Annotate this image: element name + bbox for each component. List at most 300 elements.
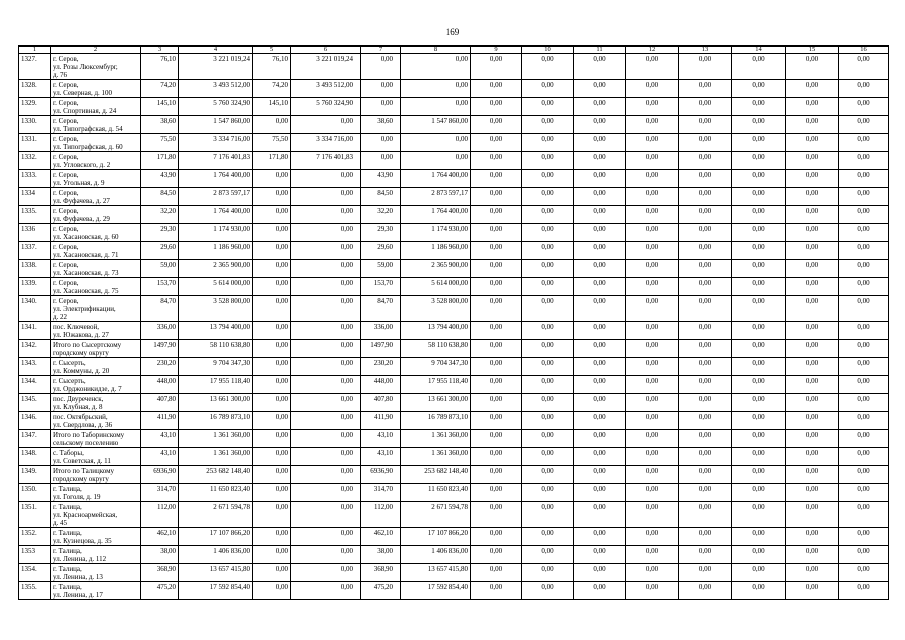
value-cell-col12: 0,00 [626, 564, 679, 582]
row-number-cell: 1333. [19, 170, 51, 188]
address-cell [51, 502, 141, 528]
address-line: г. Серов, [53, 188, 79, 197]
value-cell-col12: 0,00 [626, 152, 679, 170]
value-cell-col14: 0,00 [732, 448, 786, 466]
value-cell-col6: 3 334 716,00 [291, 134, 361, 152]
value-cell-col11: 0,00 [574, 152, 626, 170]
column-number-header: 7 [361, 46, 401, 54]
value-cell-col3: 84,70 [141, 296, 179, 322]
value-cell-col6: 0,00 [291, 340, 361, 358]
value-cell-col6: 5 760 324,90 [291, 98, 361, 116]
value-cell-col10: 0,00 [522, 80, 574, 98]
address-line: Итого по Талицкому [53, 466, 115, 475]
address-line: ул. Фуфачева, д. 27 [53, 196, 110, 205]
value-cell-col15: 0,00 [786, 546, 839, 564]
address-line: ул. Фуфачева, д. 29 [53, 214, 110, 223]
value-cell-col7: 0,00 [361, 152, 401, 170]
row-number-cell: 1355. [19, 582, 51, 600]
value-cell-col9: 0,00 [471, 484, 522, 502]
value-cell-col7: 43,10 [361, 430, 401, 448]
value-cell-col8: 58 110 638,80 [401, 340, 471, 358]
value-cell-col11: 0,00 [574, 546, 626, 564]
value-cell-col11: 0,00 [574, 116, 626, 134]
value-cell-col13: 0,00 [679, 466, 732, 484]
address-line: ул. Электрификации, [53, 304, 116, 313]
value-cell-col14: 0,00 [732, 376, 786, 394]
address-line: ул. Орджоникидзе, д. 7 [53, 384, 122, 393]
table-row [19, 582, 889, 600]
address-line: г. Серов, [53, 98, 79, 107]
table-row [19, 564, 889, 582]
value-cell-col16: 0,00 [839, 394, 889, 412]
value-cell-col10: 0,00 [522, 564, 574, 582]
value-cell-col11: 0,00 [574, 502, 626, 528]
data-table [18, 45, 889, 600]
address-line: г. Серов, [53, 80, 79, 89]
value-cell-col14: 0,00 [732, 80, 786, 98]
value-cell-col4: 3 221 019,24 [179, 54, 253, 80]
table-row [19, 278, 889, 296]
value-cell-col14: 0,00 [732, 260, 786, 278]
table-row [19, 206, 889, 224]
value-cell-col10: 0,00 [522, 394, 574, 412]
value-cell-col10: 0,00 [522, 430, 574, 448]
value-cell-col10: 0,00 [522, 322, 574, 340]
value-cell-col9: 0,00 [471, 564, 522, 582]
value-cell-col4: 17 107 866,20 [179, 528, 253, 546]
value-cell-col13: 0,00 [679, 412, 732, 430]
value-cell-col4: 9 704 347,30 [179, 358, 253, 376]
value-cell-col6: 0,00 [291, 278, 361, 296]
value-cell-col8: 13 794 400,00 [401, 322, 471, 340]
table-row [19, 448, 889, 466]
row-number-cell: 1354. [19, 564, 51, 582]
table-row [19, 152, 889, 170]
value-cell-col8: 0,00 [401, 54, 471, 80]
value-cell-col9: 0,00 [471, 80, 522, 98]
value-cell-col3: 32,20 [141, 206, 179, 224]
value-cell-col6: 7 176 401,83 [291, 152, 361, 170]
column-number-header: 8 [401, 46, 471, 54]
value-cell-col10: 0,00 [522, 54, 574, 80]
address-cell [51, 296, 141, 322]
value-cell-col7: 43,10 [361, 448, 401, 466]
value-cell-col3: 230,20 [141, 358, 179, 376]
value-cell-col6: 0,00 [291, 502, 361, 528]
value-cell-col8: 0,00 [401, 134, 471, 152]
value-cell-col15: 0,00 [786, 358, 839, 376]
value-cell-col14: 0,00 [732, 546, 786, 564]
value-cell-col7: 411,90 [361, 412, 401, 430]
value-cell-col10: 0,00 [522, 466, 574, 484]
value-cell-col14: 0,00 [732, 582, 786, 600]
value-cell-col7: 0,00 [361, 54, 401, 80]
value-cell-col10: 0,00 [522, 278, 574, 296]
address-line: ул. Свердлова, д. 36 [53, 420, 113, 429]
row-number-cell: 1353 [19, 546, 51, 564]
value-cell-col10: 0,00 [522, 152, 574, 170]
address-line: ул. Гоголя, д. 19 [53, 492, 101, 501]
value-cell-col7: 38,00 [361, 546, 401, 564]
row-number-cell: 1342. [19, 340, 51, 358]
value-cell-col8: 2 365 900,00 [401, 260, 471, 278]
address-cell [51, 152, 141, 170]
table-row [19, 188, 889, 206]
address-cell [51, 188, 141, 206]
value-cell-col6: 0,00 [291, 546, 361, 564]
value-cell-col4: 7 176 401,83 [179, 152, 253, 170]
value-cell-col8: 3 528 800,00 [401, 296, 471, 322]
value-cell-col8: 0,00 [401, 98, 471, 116]
table-row [19, 376, 889, 394]
value-cell-col12: 0,00 [626, 170, 679, 188]
table-row [19, 116, 889, 134]
column-number-header: 5 [253, 46, 291, 54]
value-cell-col5: 0,00 [253, 394, 291, 412]
value-cell-col15: 0,00 [786, 412, 839, 430]
value-cell-col10: 0,00 [522, 412, 574, 430]
value-cell-col8: 5 614 000,00 [401, 278, 471, 296]
table-row [19, 170, 889, 188]
value-cell-col8: 17 592 854,40 [401, 582, 471, 600]
value-cell-col9: 0,00 [471, 116, 522, 134]
value-cell-col15: 0,00 [786, 376, 839, 394]
column-number-header: 10 [522, 46, 574, 54]
row-number-cell: 1347. [19, 430, 51, 448]
value-cell-col3: 75,50 [141, 134, 179, 152]
value-cell-col13: 0,00 [679, 358, 732, 376]
value-cell-col14: 0,00 [732, 188, 786, 206]
value-cell-col13: 0,00 [679, 502, 732, 528]
value-cell-col5: 0,00 [253, 188, 291, 206]
value-cell-col8: 17 107 866,20 [401, 528, 471, 546]
value-cell-col11: 0,00 [574, 188, 626, 206]
value-cell-col16: 0,00 [839, 188, 889, 206]
value-cell-col12: 0,00 [626, 224, 679, 242]
value-cell-col13: 0,00 [679, 582, 732, 600]
value-cell-col14: 0,00 [732, 412, 786, 430]
value-cell-col11: 0,00 [574, 98, 626, 116]
value-cell-col5: 0,00 [253, 224, 291, 242]
value-cell-col16: 0,00 [839, 278, 889, 296]
value-cell-col3: 411,90 [141, 412, 179, 430]
address-line: д. 76 [53, 70, 68, 79]
value-cell-col9: 0,00 [471, 152, 522, 170]
value-cell-col7: 462,10 [361, 528, 401, 546]
value-cell-col12: 0,00 [626, 358, 679, 376]
address-cell [51, 528, 141, 546]
value-cell-col8: 0,00 [401, 80, 471, 98]
value-cell-col6: 0,00 [291, 322, 361, 340]
value-cell-col9: 0,00 [471, 54, 522, 80]
value-cell-col11: 0,00 [574, 394, 626, 412]
value-cell-col3: 336,00 [141, 322, 179, 340]
address-cell [51, 134, 141, 152]
value-cell-col11: 0,00 [574, 278, 626, 296]
value-cell-col5: 0,00 [253, 546, 291, 564]
address-line: пос. Октябрьский, [53, 412, 108, 421]
value-cell-col9: 0,00 [471, 260, 522, 278]
value-cell-col10: 0,00 [522, 206, 574, 224]
value-cell-col12: 0,00 [626, 54, 679, 80]
address-line: г. Серов, [53, 170, 79, 179]
value-cell-col5: 0,00 [253, 528, 291, 546]
value-cell-col12: 0,00 [626, 376, 679, 394]
value-cell-col12: 0,00 [626, 322, 679, 340]
column-number-header: 16 [839, 46, 889, 54]
value-cell-col6: 0,00 [291, 242, 361, 260]
value-cell-col14: 0,00 [732, 358, 786, 376]
column-number-header: 12 [626, 46, 679, 54]
address-cell [51, 98, 141, 116]
value-cell-col3: 448,00 [141, 376, 179, 394]
address-line: пос. Ключевой, [53, 322, 100, 331]
value-cell-col5: 0,00 [253, 466, 291, 484]
address-line: д. 45 [53, 519, 68, 528]
value-cell-col14: 0,00 [732, 242, 786, 260]
value-cell-col15: 0,00 [786, 54, 839, 80]
address-cell [51, 376, 141, 394]
value-cell-col9: 0,00 [471, 448, 522, 466]
value-cell-col14: 0,00 [732, 116, 786, 134]
value-cell-col13: 0,00 [679, 296, 732, 322]
value-cell-col8: 9 704 347,30 [401, 358, 471, 376]
value-cell-col15: 0,00 [786, 278, 839, 296]
value-cell-col5: 145,10 [253, 98, 291, 116]
value-cell-col6: 0,00 [291, 412, 361, 430]
value-cell-col15: 0,00 [786, 224, 839, 242]
value-cell-col16: 0,00 [839, 340, 889, 358]
value-cell-col9: 0,00 [471, 582, 522, 600]
value-cell-col16: 0,00 [839, 358, 889, 376]
address-line: ул. Кузнецова, д. 35 [53, 537, 112, 546]
value-cell-col10: 0,00 [522, 340, 574, 358]
value-cell-col11: 0,00 [574, 260, 626, 278]
row-number-cell: 1335. [19, 206, 51, 224]
value-cell-col10: 0,00 [522, 296, 574, 322]
value-cell-col9: 0,00 [471, 430, 522, 448]
value-cell-col16: 0,00 [839, 80, 889, 98]
address-line: городскому округу [53, 348, 109, 357]
address-line: г. Талица, [53, 546, 82, 555]
address-line: ул. Клубная, д. 8 [53, 402, 103, 411]
value-cell-col15: 0,00 [786, 564, 839, 582]
value-cell-col15: 0,00 [786, 116, 839, 134]
value-cell-col12: 0,00 [626, 448, 679, 466]
value-cell-col4: 2 365 900,00 [179, 260, 253, 278]
value-cell-col4: 1 174 930,00 [179, 224, 253, 242]
address-cell [51, 430, 141, 448]
table-row [19, 224, 889, 242]
value-cell-col9: 0,00 [471, 242, 522, 260]
column-number-header: 6 [291, 46, 361, 54]
value-cell-col16: 0,00 [839, 116, 889, 134]
value-cell-col16: 0,00 [839, 322, 889, 340]
value-cell-col15: 0,00 [786, 448, 839, 466]
address-line: г. Талица, [53, 528, 82, 537]
value-cell-col13: 0,00 [679, 170, 732, 188]
row-number-cell: 1344. [19, 376, 51, 394]
value-cell-col4: 11 650 823,40 [179, 484, 253, 502]
value-cell-col16: 0,00 [839, 430, 889, 448]
column-number-header: 14 [732, 46, 786, 54]
row-number-cell: 1331. [19, 134, 51, 152]
value-cell-col15: 0,00 [786, 206, 839, 224]
value-cell-col14: 0,00 [732, 564, 786, 582]
value-cell-col9: 0,00 [471, 502, 522, 528]
value-cell-col13: 0,00 [679, 484, 732, 502]
value-cell-col3: 1497,90 [141, 340, 179, 358]
value-cell-col6: 0,00 [291, 564, 361, 582]
address-line: ул. Ленина, д. 17 [53, 591, 103, 600]
value-cell-col11: 0,00 [574, 412, 626, 430]
value-cell-col6: 0,00 [291, 448, 361, 466]
address-cell [51, 206, 141, 224]
value-cell-col5: 0,00 [253, 116, 291, 134]
column-number-header: 9 [471, 46, 522, 54]
value-cell-col10: 0,00 [522, 502, 574, 528]
value-cell-col3: 84,50 [141, 188, 179, 206]
value-cell-col4: 253 682 148,40 [179, 466, 253, 484]
value-cell-col14: 0,00 [732, 98, 786, 116]
address-cell [51, 466, 141, 484]
value-cell-col10: 0,00 [522, 116, 574, 134]
value-cell-col7: 153,70 [361, 278, 401, 296]
row-number-cell: 1336 [19, 224, 51, 242]
column-number-header: 2 [51, 46, 141, 54]
value-cell-col11: 0,00 [574, 484, 626, 502]
value-cell-col4: 2 671 594,78 [179, 502, 253, 528]
value-cell-col13: 0,00 [679, 448, 732, 466]
value-cell-col7: 38,60 [361, 116, 401, 134]
address-line: г. Сысерть, [53, 358, 86, 367]
value-cell-col13: 0,00 [679, 564, 732, 582]
value-cell-col9: 0,00 [471, 376, 522, 394]
address-cell [51, 564, 141, 582]
table-row [19, 242, 889, 260]
address-cell [51, 582, 141, 600]
value-cell-col14: 0,00 [732, 340, 786, 358]
address-line: ул. Ленина, д. 112 [53, 555, 107, 564]
column-number-header: 13 [679, 46, 732, 54]
table-row [19, 358, 889, 376]
value-cell-col12: 0,00 [626, 296, 679, 322]
value-cell-col8: 1 361 360,00 [401, 448, 471, 466]
row-number-cell: 1349. [19, 466, 51, 484]
value-cell-col3: 29,30 [141, 224, 179, 242]
value-cell-col11: 0,00 [574, 80, 626, 98]
value-cell-col16: 0,00 [839, 260, 889, 278]
table-row [19, 466, 889, 484]
value-cell-col8: 1 764 400,00 [401, 170, 471, 188]
value-cell-col11: 0,00 [574, 340, 626, 358]
row-number-cell: 1327. [19, 54, 51, 80]
value-cell-col8: 1 547 860,00 [401, 116, 471, 134]
value-cell-col8: 13 661 300,00 [401, 394, 471, 412]
column-number-row [19, 46, 889, 54]
value-cell-col12: 0,00 [626, 394, 679, 412]
column-number-header: 3 [141, 46, 179, 54]
value-cell-col6: 0,00 [291, 206, 361, 224]
value-cell-col6: 0,00 [291, 296, 361, 322]
value-cell-col6: 0,00 [291, 116, 361, 134]
row-number-cell: 1350. [19, 484, 51, 502]
value-cell-col4: 1 361 360,00 [179, 448, 253, 466]
value-cell-col13: 0,00 [679, 54, 732, 80]
value-cell-col15: 0,00 [786, 134, 839, 152]
value-cell-col4: 1 547 860,00 [179, 116, 253, 134]
value-cell-col16: 0,00 [839, 466, 889, 484]
address-cell [51, 242, 141, 260]
value-cell-col3: 29,60 [141, 242, 179, 260]
value-cell-col11: 0,00 [574, 134, 626, 152]
value-cell-col5: 0,00 [253, 412, 291, 430]
address-line: ул. Спортивная, д. 24 [53, 106, 117, 115]
address-line: г. Талица, [53, 582, 82, 591]
value-cell-col14: 0,00 [732, 528, 786, 546]
value-cell-col10: 0,00 [522, 260, 574, 278]
value-cell-col15: 0,00 [786, 340, 839, 358]
value-cell-col8: 11 650 823,40 [401, 484, 471, 502]
value-cell-col15: 0,00 [786, 188, 839, 206]
value-cell-col16: 0,00 [839, 582, 889, 600]
value-cell-col5: 0,00 [253, 484, 291, 502]
table-row [19, 528, 889, 546]
value-cell-col16: 0,00 [839, 448, 889, 466]
value-cell-col14: 0,00 [732, 430, 786, 448]
value-cell-col15: 0,00 [786, 98, 839, 116]
table-row [19, 394, 889, 412]
value-cell-col13: 0,00 [679, 134, 732, 152]
value-cell-col16: 0,00 [839, 242, 889, 260]
value-cell-col13: 0,00 [679, 278, 732, 296]
address-line: сельскому поселению [53, 438, 119, 447]
value-cell-col12: 0,00 [626, 484, 679, 502]
address-line: ул. Советская, д. 11 [53, 456, 111, 465]
value-cell-col14: 0,00 [732, 394, 786, 412]
value-cell-col3: 59,00 [141, 260, 179, 278]
address-line: ул. Розы Люксембург, [53, 62, 118, 71]
row-number-cell: 1339. [19, 278, 51, 296]
value-cell-col5: 0,00 [253, 206, 291, 224]
value-cell-col12: 0,00 [626, 278, 679, 296]
value-cell-col13: 0,00 [679, 340, 732, 358]
column-number-header: 15 [786, 46, 839, 54]
value-cell-col11: 0,00 [574, 322, 626, 340]
value-cell-col5: 0,00 [253, 376, 291, 394]
address-line: г. Серов, [53, 116, 79, 125]
table-row [19, 80, 889, 98]
value-cell-col3: 6936,90 [141, 466, 179, 484]
row-number-cell: 1346. [19, 412, 51, 430]
value-cell-col5: 0,00 [253, 242, 291, 260]
value-cell-col15: 0,00 [786, 260, 839, 278]
value-cell-col7: 475,20 [361, 582, 401, 600]
value-cell-col4: 3 528 800,00 [179, 296, 253, 322]
address-line: г. Серов, [53, 206, 79, 215]
value-cell-col7: 314,70 [361, 484, 401, 502]
address-line: д. 22 [53, 313, 68, 322]
address-line: ул. Угловского, д. 2 [53, 160, 111, 169]
table-row [19, 484, 889, 502]
address-cell [51, 412, 141, 430]
value-cell-col14: 0,00 [732, 296, 786, 322]
address-cell [51, 54, 141, 80]
value-cell-col4: 1 406 836,00 [179, 546, 253, 564]
value-cell-col5: 0,00 [253, 448, 291, 466]
value-cell-col7: 336,00 [361, 322, 401, 340]
column-number-header: 1 [19, 46, 51, 54]
